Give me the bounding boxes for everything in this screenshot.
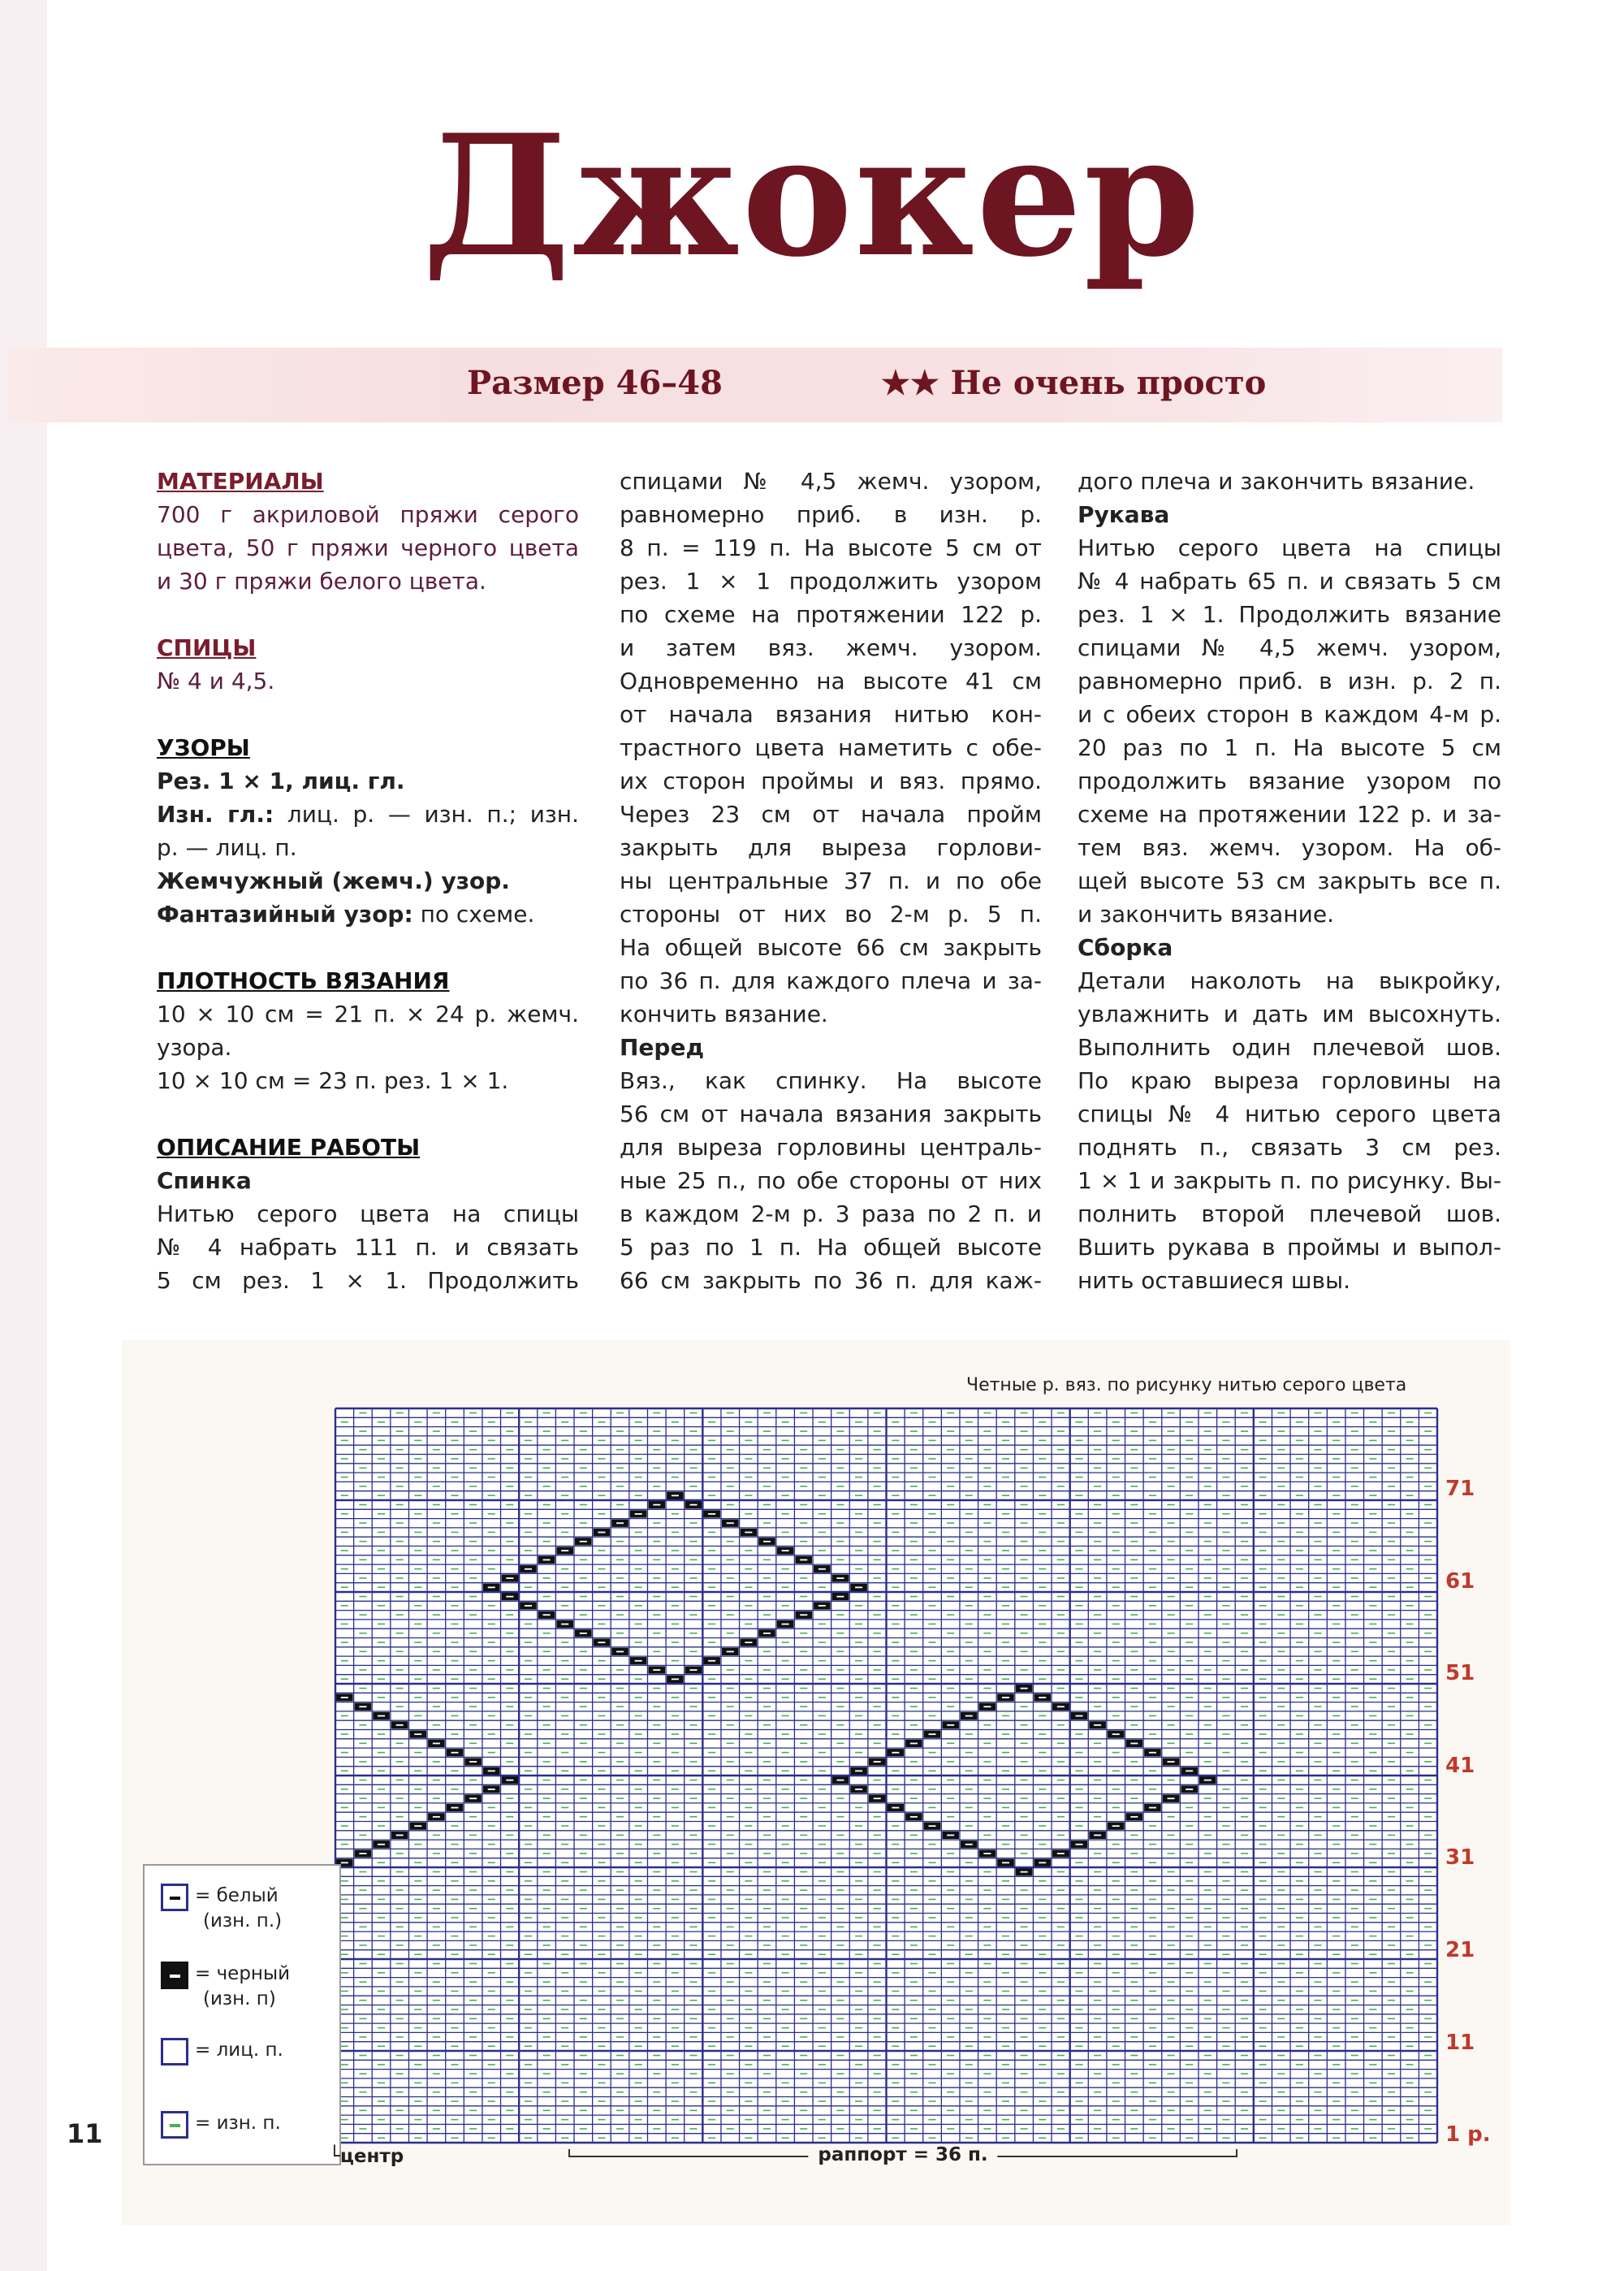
text-line: спицы № 4 нитью серого цвета — [1078, 1101, 1501, 1127]
back-heading: Спинка — [157, 1167, 252, 1194]
pattern-item: р. — лиц. п. — [157, 834, 297, 861]
front-heading: Перед — [620, 1034, 705, 1061]
row-label: 1 р. — [1445, 2122, 1491, 2147]
text-line: закрыть для выреза горлови- — [620, 834, 1042, 861]
text-line: ны центральные 37 п. и по обе — [620, 867, 1042, 894]
text-line: от начала вязания нитью кон- — [620, 701, 1042, 728]
text-line: и с обеих сторон в каждом 4-м р. — [1078, 701, 1501, 728]
text-line: и закончить вязание. — [1078, 901, 1334, 928]
text-line: щей высоте 53 см закрыть все п. — [1078, 867, 1501, 894]
text-line: ные 25 п., по обе стороны от них — [620, 1167, 1042, 1194]
repeat-indicator — [568, 2146, 1237, 2170]
text-line: равномерно приб. в изн. р. 2 п. — [1078, 668, 1501, 694]
text-line: трастного цвета наметить с обе- — [620, 734, 1042, 761]
back-line: № 4 набрать 111 п. и связать — [157, 1234, 579, 1261]
text-line: 1 × 1 и закрыть п. по рисунку. Вы- — [1078, 1167, 1501, 1194]
text-line: увлажнить и дать им высохнуть. — [1078, 1001, 1501, 1027]
chart-legend — [143, 1864, 341, 2165]
pattern-item: Рез. 1 × 1, лиц. гл. — [157, 768, 405, 794]
text-line: схеме на протяжении 122 р. и за- — [1078, 801, 1501, 828]
row-label: 21 — [1445, 1938, 1475, 1962]
knit-stitch-icon — [161, 2038, 188, 2066]
center-label: └центр — [329, 2146, 404, 2167]
text-line: Одновременно на высоте 41 см — [620, 668, 1042, 694]
text-line: дого плеча и закончить вязание. — [1078, 468, 1475, 495]
text-line: На общей высоте 66 см закрыть — [620, 934, 1042, 961]
page-title: Джокер — [422, 99, 1202, 294]
density-line: узора. — [157, 1034, 232, 1061]
text-line: № 4 набрать 65 п. и связать 5 см — [1078, 568, 1501, 595]
text-line: их сторон проймы и вяз. прямо. — [620, 768, 1042, 794]
density-line: 10 × 10 см = 21 п. × 24 р. жемч. — [157, 1001, 579, 1027]
repeat-label: раппорт = 36 п. — [808, 2144, 997, 2165]
text-line: рез. 1 × 1. Продолжить вязание — [1078, 601, 1501, 628]
text-line: 56 см от начала вязания закрыть — [620, 1101, 1042, 1127]
text-line: по 36 п. для каждого плеча и за- — [620, 967, 1042, 994]
assembly-heading: Сборка — [1078, 934, 1173, 961]
row-label: 61 — [1445, 1569, 1475, 1594]
patterns-heading: УЗОРЫ — [157, 734, 250, 761]
text-line: тем вяз. жемч. узором. На об- — [1078, 834, 1501, 861]
back-line: Нитью серого цвета на спицы — [157, 1200, 579, 1227]
text-line: По краю выреза горловины на — [1078, 1067, 1501, 1094]
materials-line: 700 г акриловой пряжи серого — [157, 501, 579, 528]
needles-heading: СПИЦЫ — [157, 634, 257, 661]
legend-item-white: = белый (изн. п.) — [161, 1884, 331, 1940]
work-heading: ОПИСАНИЕ РАБОТЫ — [157, 1134, 421, 1161]
text-line: 20 раз по 1 п. На высоте 5 см — [1078, 734, 1501, 761]
row-label: 41 — [1445, 1754, 1475, 1778]
black-stitch-icon — [161, 1962, 188, 1989]
row-label: 51 — [1445, 1661, 1475, 1685]
density-heading: ПЛОТНОСТЬ ВЯЗАНИЯ — [157, 967, 450, 994]
text-line: спицами № 4,5 жемч. узором, — [1078, 634, 1501, 661]
text-line: 5 раз по 1 п. На общей высоте — [620, 1234, 1042, 1261]
text-line: стороны от них во 2-м р. 5 п. — [620, 901, 1042, 928]
text-line: Через 23 см от начала пройм — [620, 801, 1042, 828]
text-line: нить оставшиеся швы. — [1078, 1267, 1351, 1294]
text-line: Выполнить один плечевой шов. — [1078, 1034, 1501, 1061]
sleeves-heading: Рукава — [1078, 501, 1170, 528]
text-line: 8 п. = 119 п. На высоте 5 см от — [620, 534, 1042, 561]
text-line: по схеме на протяжении 122 р. — [620, 601, 1042, 628]
text-line: для выреза горловины централь- — [620, 1134, 1042, 1161]
text-line: Детали наколоть на выкройку, — [1078, 967, 1501, 994]
row-label: 31 — [1445, 1845, 1475, 1870]
text-line: кончить вязание. — [620, 1001, 828, 1027]
text-line: поднять п., связать 3 см рез. — [1078, 1134, 1501, 1161]
purl-stitch-icon — [161, 2111, 188, 2139]
page-number: 11 — [67, 2118, 103, 2149]
text-line: Вяз., как спинку. На высоте — [620, 1067, 1042, 1094]
materials-line: и 30 г пряжи белого цвета. — [157, 568, 486, 595]
text-line: 66 см закрыть по 36 п. для каж- — [620, 1267, 1042, 1294]
text-line: продолжить вязание узором по — [1078, 768, 1501, 794]
pattern-item: Жемчужный (жемч.) узор. — [157, 867, 510, 894]
text-line: и затем вяз. жемч. узором. — [620, 634, 1042, 661]
text-line: равномерно приб. в изн. р. — [620, 501, 1042, 528]
legend-item-knit: = лиц. п. — [161, 2038, 331, 2070]
pattern-item: Фантазийный узор: по схеме. — [157, 901, 535, 928]
text-line: рез. 1 × 1 продолжить узором — [620, 568, 1042, 595]
text-line: в каждом 2-м р. 3 раза по 2 п. и — [620, 1200, 1042, 1227]
chart-note: Четные р. вяз. по рисунку нитью серого цвета — [966, 1375, 1407, 1395]
row-label: 71 — [1445, 1477, 1475, 1501]
difficulty-label: ★★ Не очень просто — [881, 364, 1267, 402]
needles-text: № 4 и 4,5. — [157, 668, 275, 694]
size-label: Размер 46–48 — [467, 364, 723, 402]
row-label: 11 — [1445, 2031, 1475, 2055]
legend-item-black: = черный (изн. п) — [161, 1962, 331, 2018]
white-stitch-icon — [161, 1884, 188, 1911]
density-line: 10 × 10 см = 23 п. рез. 1 × 1. — [157, 1067, 509, 1094]
back-line: 5 см рез. 1 × 1. Продолжить — [157, 1267, 579, 1294]
legend-item-purl: = изн. п. — [161, 2111, 331, 2143]
text-line: Нитью серого цвета на спицы — [1078, 534, 1501, 561]
materials-heading: МАТЕРИАЛЫ — [157, 468, 324, 495]
pattern-item: Изн. гл.: лиц. р. — изн. п.; изн. — [157, 801, 579, 828]
text-line: полнить второй плечевой шов. — [1078, 1200, 1501, 1227]
text-line: Вшить рукава в проймы и выпол- — [1078, 1234, 1501, 1261]
materials-line: цвета, 50 г пряжи черного цвета — [157, 534, 579, 561]
text-line: спицами № 4,5 жемч. узором, — [620, 468, 1042, 495]
